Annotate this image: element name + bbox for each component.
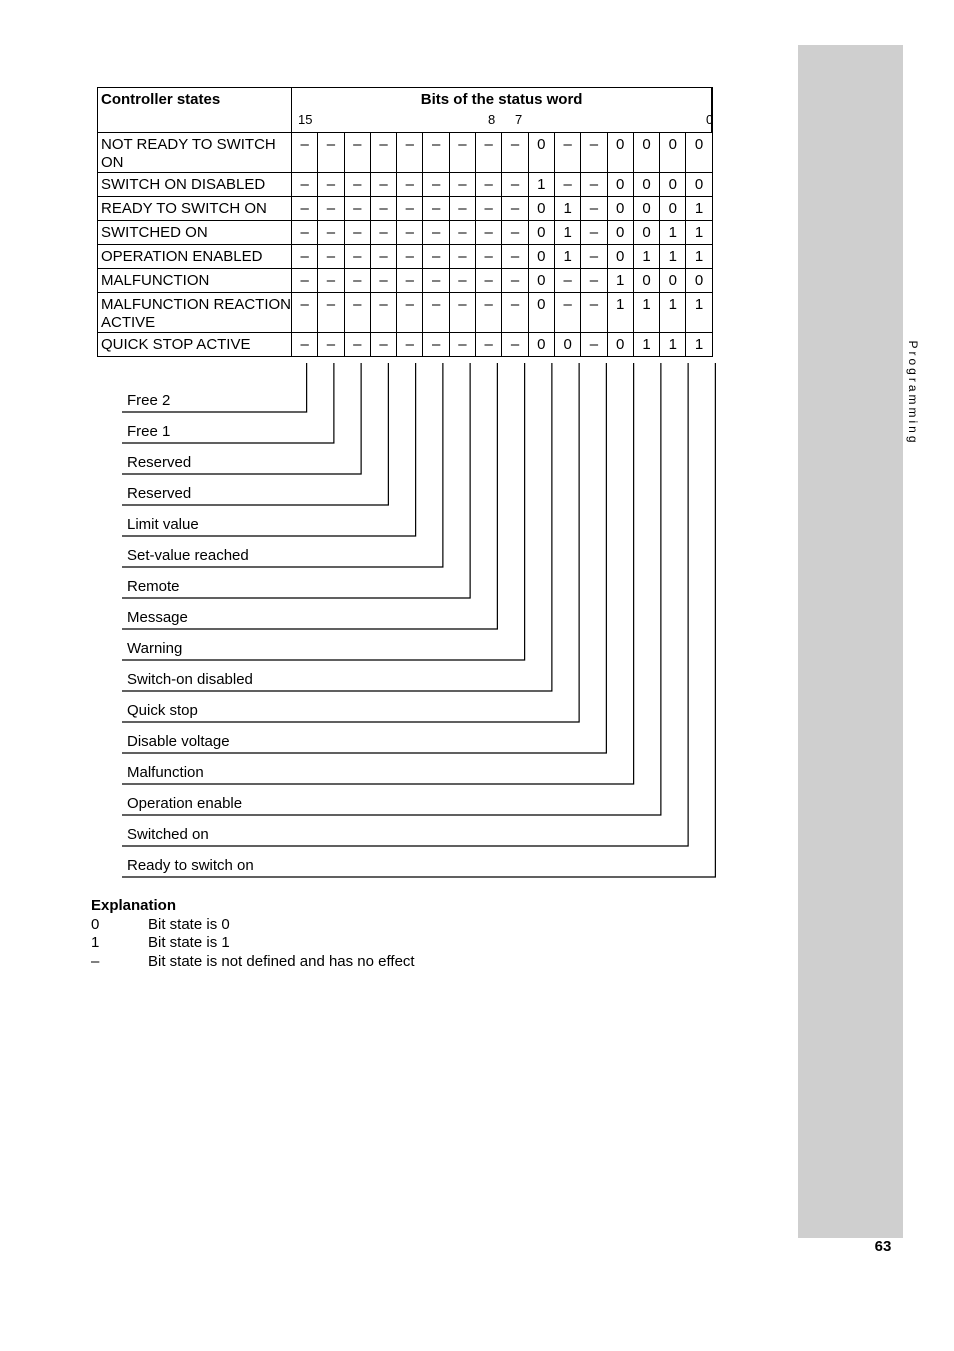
bit-cell: –: [344, 245, 370, 269]
bit-cell: –: [397, 245, 423, 269]
bit-cell: –: [292, 173, 318, 197]
bit-cell: –: [397, 173, 423, 197]
bit-cell: 0: [686, 269, 712, 293]
bit-cell: –: [554, 133, 580, 173]
bit-cell: –: [449, 173, 475, 197]
bit-cell: 1: [660, 221, 686, 245]
bit-cell: –: [476, 221, 502, 245]
bit-cell: 1: [686, 245, 712, 269]
bit-cell: 0: [633, 133, 659, 173]
bit-15-label: 15: [298, 112, 313, 127]
legend-label: Switch-on disabled: [127, 671, 253, 688]
bit-cell: –: [449, 197, 475, 221]
bit-cell: 0: [660, 173, 686, 197]
legend-label: Set-value reached: [127, 547, 249, 564]
bit-cell: 1: [660, 333, 686, 357]
bit-cell: 1: [554, 197, 580, 221]
state-name: NOT READY TO SWITCH ON: [98, 133, 292, 173]
bit-cell: –: [476, 173, 502, 197]
bit-cell: –: [449, 133, 475, 173]
bit-cell: 0: [554, 333, 580, 357]
bit-cell: –: [502, 173, 528, 197]
bit-cell: –: [449, 269, 475, 293]
legend-label: Quick stop: [127, 702, 198, 719]
bit-cell: –: [476, 269, 502, 293]
legend-label: Free 1: [127, 423, 171, 440]
state-row: [98, 133, 713, 173]
explanation-symbol: 1: [91, 934, 100, 951]
bit-cell: 1: [686, 197, 712, 221]
section-label: Programming: [906, 340, 920, 446]
bit-cell: –: [344, 269, 370, 293]
legend-label: Switched on: [127, 826, 209, 843]
bit-cell: –: [397, 293, 423, 333]
explanation: [91, 897, 415, 971]
explanation-symbol: –: [91, 952, 100, 970]
bit-cell: –: [581, 197, 607, 221]
bit-cell: –: [370, 269, 396, 293]
explanation-row: [91, 934, 230, 953]
bit-cell: –: [370, 293, 396, 333]
state-name: SWITCH ON DISABLED: [98, 173, 292, 197]
legend-leader-line: [122, 363, 579, 722]
bit-cell: –: [344, 197, 370, 221]
bit-cell: 1: [528, 173, 554, 197]
header-status-word-bits: [292, 88, 713, 133]
explanation-text: Bit state is 1: [148, 934, 230, 951]
bit-cell: 0: [660, 133, 686, 173]
bit-cell: –: [581, 293, 607, 333]
bit-cell: 1: [686, 221, 712, 245]
bit-cell: –: [581, 245, 607, 269]
legend-label: Ready to switch on: [127, 857, 254, 874]
bit-cell: 0: [607, 197, 633, 221]
legend-label: Free 2: [127, 392, 171, 409]
bit-cell: –: [318, 269, 344, 293]
bit-cell: –: [449, 333, 475, 357]
legend-label: Remote: [127, 578, 180, 595]
bit-cell: 0: [660, 197, 686, 221]
bit-cell: –: [318, 245, 344, 269]
bit-cell: 0: [607, 133, 633, 173]
bit-cell: –: [318, 197, 344, 221]
bit-cell: –: [476, 197, 502, 221]
bit-cell: 0: [607, 173, 633, 197]
legend-leader-line: [122, 363, 634, 784]
bit-cell: –: [318, 293, 344, 333]
bit-cell: –: [502, 293, 528, 333]
bit-cell: –: [292, 269, 318, 293]
bit-cell: –: [370, 133, 396, 173]
explanation-text: Bit state is 0: [148, 915, 230, 933]
bit-cell: 1: [554, 221, 580, 245]
bit-cell: 0: [607, 221, 633, 245]
bit-cell: –: [397, 133, 423, 173]
bit-cell: –: [370, 333, 396, 357]
bit-cell: –: [318, 173, 344, 197]
explanation-title: Explanation: [91, 897, 177, 914]
bit-cell: 1: [633, 333, 659, 357]
bit-cell: 0: [528, 293, 554, 333]
bit-cell: –: [554, 269, 580, 293]
legend-label: Warning: [127, 640, 183, 657]
bit-cell: –: [449, 221, 475, 245]
bit-cell: –: [292, 221, 318, 245]
bit-cell: –: [476, 133, 502, 173]
explanation-row: [91, 952, 415, 972]
bit-cell: –: [581, 269, 607, 293]
bit-cell: –: [344, 173, 370, 197]
legend-leader-line: [122, 363, 416, 536]
legend-label: Reserved: [127, 485, 192, 502]
bit-cell: –: [292, 333, 318, 357]
bit-cell: 0: [633, 197, 659, 221]
bit-cell: 0: [607, 333, 633, 357]
bit-cell: 0: [528, 221, 554, 245]
bit-8-label: 8: [488, 112, 496, 127]
bit-cell: 0: [686, 173, 712, 197]
bit-cell: –: [423, 197, 449, 221]
bit-cell: –: [318, 333, 344, 357]
state-name: OPERATION ENABLED: [98, 245, 292, 269]
bit-cell: 1: [660, 245, 686, 269]
bit-cell: –: [344, 133, 370, 173]
legend-label: Message: [127, 609, 188, 626]
bit-cell: –: [554, 293, 580, 333]
bit-cell: –: [292, 197, 318, 221]
bit-cell: –: [423, 245, 449, 269]
state-name: MALFUNCTION REACTION ACTIVE: [98, 293, 292, 333]
bit-cell: –: [344, 221, 370, 245]
bit-cell: –: [292, 133, 318, 173]
bit-cell: –: [423, 221, 449, 245]
state-name: QUICK STOP ACTIVE: [98, 333, 292, 357]
bit-cell: –: [370, 197, 396, 221]
legend-label: Reserved: [127, 454, 192, 471]
bit-cell: –: [423, 333, 449, 357]
bit-cell: –: [581, 221, 607, 245]
legend-label: Operation enable: [127, 795, 243, 812]
bit-cell: 0: [660, 269, 686, 293]
bit-cell: 1: [686, 333, 712, 357]
bit-cell: –: [449, 245, 475, 269]
bit-7-label: 7: [515, 112, 523, 127]
bit-cell: 0: [686, 133, 712, 173]
bit-cell: –: [370, 221, 396, 245]
bit-cell: –: [554, 173, 580, 197]
bit-cell: –: [502, 197, 528, 221]
explanation-row: [91, 915, 230, 935]
bit-cell: –: [318, 221, 344, 245]
bit-cell: –: [581, 333, 607, 357]
header-controller-states: Controller states: [98, 88, 292, 133]
bit-cell: 1: [633, 245, 659, 269]
bit-cell: 0: [528, 245, 554, 269]
state-name: READY TO SWITCH ON: [98, 197, 292, 221]
bit-cell: 0: [633, 269, 659, 293]
legend-leader-line: [122, 363, 688, 846]
state-name: SWITCHED ON: [98, 221, 292, 245]
bit-cell: 0: [607, 245, 633, 269]
bit-cell: –: [502, 269, 528, 293]
state-name: MALFUNCTION: [98, 269, 292, 293]
bit-cell: 0: [528, 133, 554, 173]
page-number: 63: [874, 1238, 892, 1255]
state-row: [98, 173, 713, 197]
bit-cell: –: [397, 333, 423, 357]
explanation-text: Bit state is not defined and has no effect: [148, 952, 415, 970]
state-row: [98, 245, 713, 269]
status-word-table: [97, 87, 713, 357]
bit-cell: –: [581, 133, 607, 173]
bit-cell: –: [502, 245, 528, 269]
bit-cell: –: [292, 245, 318, 269]
bit-cell: –: [502, 333, 528, 357]
bit-cell: –: [502, 133, 528, 173]
bit-cell: 1: [607, 293, 633, 333]
bit-cell: 1: [686, 293, 712, 333]
bit-cell: –: [344, 293, 370, 333]
state-row: [98, 197, 713, 221]
bit-cell: –: [292, 293, 318, 333]
bit-cell: –: [449, 293, 475, 333]
bit-cell: –: [397, 269, 423, 293]
bit-cell: –: [476, 245, 502, 269]
bit-cell: –: [344, 333, 370, 357]
bit-cell: –: [423, 173, 449, 197]
bit-cell: –: [370, 173, 396, 197]
bit-cell: –: [581, 173, 607, 197]
bit-cell: –: [397, 221, 423, 245]
explanation-symbol: 0: [91, 915, 100, 933]
bit-cell: 1: [554, 245, 580, 269]
state-row: [98, 269, 713, 293]
legend-label: Limit value: [127, 516, 199, 533]
bit-cell: –: [423, 269, 449, 293]
side-bar: [798, 45, 903, 1238]
bit-cell: 1: [607, 269, 633, 293]
state-row: [98, 293, 713, 333]
bit-cell: 0: [633, 173, 659, 197]
bit-cell: –: [423, 133, 449, 173]
bit-cell: –: [397, 197, 423, 221]
header-bits-title: Bits of the status word: [420, 91, 583, 108]
bit-cell: 1: [633, 293, 659, 333]
legend-label: Malfunction: [127, 764, 204, 781]
bit-cell: –: [423, 293, 449, 333]
bit-cell: 1: [660, 293, 686, 333]
state-row: [98, 221, 713, 245]
bit-cell: –: [476, 333, 502, 357]
legend-label: Disable voltage: [127, 733, 230, 750]
bit-cell: 0: [528, 197, 554, 221]
bit-cell: –: [318, 133, 344, 173]
state-row: [98, 333, 713, 357]
bit-cell: 0: [528, 333, 554, 357]
bit-cell: –: [476, 293, 502, 333]
bit-cell: –: [502, 221, 528, 245]
bit-0-label: 0: [706, 112, 714, 127]
bit-cell: 0: [633, 221, 659, 245]
bit-cell: 0: [528, 269, 554, 293]
bit-cell: –: [370, 245, 396, 269]
